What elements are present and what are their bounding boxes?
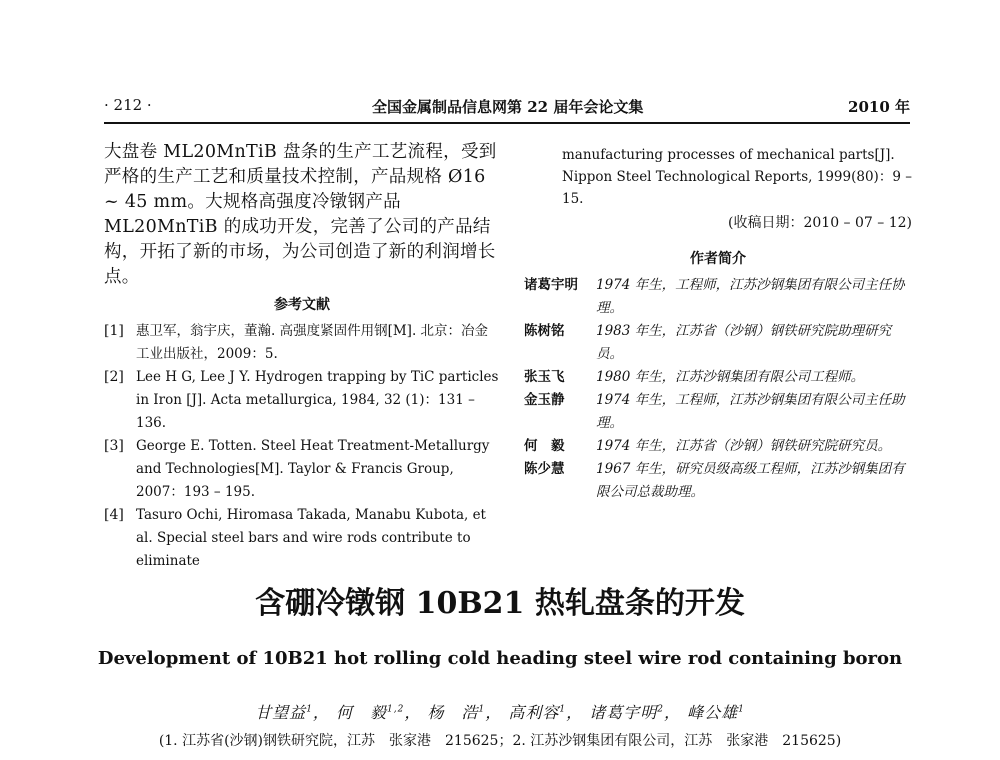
reference-number: [4] xyxy=(104,507,124,523)
reference-item xyxy=(104,435,500,504)
author-affil-mark: 1 xyxy=(306,704,313,715)
reference-continuation: manufacturing processes of mechanical parts[J]. Nippon Steel Technological Reports, 1999(80)：9 – 15. xyxy=(562,147,912,207)
reference-text: George E. Totten. Steel Heat Treatment-Metallurgy and Technologies[M]. Taylor & Francis Group, 2007：193 – 195. xyxy=(136,438,490,500)
left-column xyxy=(104,140,500,573)
author-affil-mark: 1 xyxy=(738,704,745,715)
bio-text: 1974 年生，工程师，江苏沙钢集团有限公司主任协理。 xyxy=(596,277,905,316)
reference-item xyxy=(104,320,500,366)
bio-text: 1980 年生，江苏沙钢集团有限公司工程师。 xyxy=(596,369,865,385)
author-name: 高利容 xyxy=(508,703,560,722)
references-heading: 参考文献 xyxy=(274,297,330,313)
bio-name: 张玉飞 xyxy=(524,369,565,385)
author-bio xyxy=(524,435,912,458)
body-paragraph: 大盘卷 ML20MnTiB 盘条的生产工艺流程，受到严格的生产工艺和质量技术控制，产品规格 Ø16 ~ 45 mm。大规格高强度冷镦钢产品 ML20MnTiB 的成功开发，完善了公司的产品结构，开拓了新的市场，为公司创造了新的利润增长点。 xyxy=(104,142,497,287)
bio-name: 陈少慧 xyxy=(524,461,565,477)
reference-item xyxy=(104,504,500,573)
author-bio xyxy=(524,366,912,389)
reference-text: 惠卫军，翁宇庆，董瀚. 高强度紧固件用钢[M]. 北京：冶金工业出版社，2009：5. xyxy=(136,323,489,362)
author-separator: ， xyxy=(312,703,330,722)
author-name: 杨 浩 xyxy=(427,703,479,722)
reference-item xyxy=(104,366,500,435)
author-name: 何 毅 xyxy=(336,703,388,722)
bio-name: 金玉静 xyxy=(524,392,565,408)
author-separator: ， xyxy=(663,703,681,722)
bio-name: 陈树铭 xyxy=(524,323,565,339)
right-column xyxy=(524,144,912,504)
bio-text: 1983 年生，江苏省（沙钢）钢铁研究院助理研究员。 xyxy=(596,323,892,362)
reference-text: Lee H G, Lee J Y. Hydrogen trapping by TiC particles in Iron [J]. Acta metallurgica, 1984, 32 (1)：131 – 136. xyxy=(136,369,499,431)
author-bio xyxy=(524,320,912,366)
author-bio xyxy=(524,458,912,504)
author-bio xyxy=(524,389,912,435)
author-line xyxy=(0,700,1000,723)
author-affil-mark: 1 xyxy=(559,704,567,715)
author-bio-list xyxy=(524,274,912,504)
received-date: (收稿日期：2010 – 07 – 12) xyxy=(728,215,912,231)
author-separator: ， xyxy=(566,703,584,722)
bio-text: 1974 年生，江苏省（沙钢）钢铁研究院研究员。 xyxy=(596,438,892,454)
bio-name: 何 毅 xyxy=(524,438,565,454)
reference-number: [2] xyxy=(104,369,124,385)
author-affil-mark: 1,2 xyxy=(387,704,405,715)
page-number: · 212 · xyxy=(104,96,152,114)
author-name: 甘望益 xyxy=(255,703,307,722)
bio-name: 诸葛宇明 xyxy=(524,277,578,293)
affiliation-line: (1. 江苏省(沙钢)钢铁研究院，江苏 张家港 215625；2. 江苏沙钢集团有限公司，江苏 张家港 215625) xyxy=(158,733,842,749)
author-intro-heading: 作者简介 xyxy=(690,251,746,267)
author-affil-mark: 2 xyxy=(657,704,664,715)
running-header xyxy=(104,96,910,124)
author-separator: ， xyxy=(485,703,503,722)
reference-text: Tasuro Ochi, Hiromasa Takada, Manabu Kubota, et al. Special steel bars and wire rods contribute to eliminate xyxy=(136,507,486,569)
header-year: 2010 年 xyxy=(848,98,910,116)
bio-text: 1974 年生，工程师，江苏沙钢集团有限公司主任助理。 xyxy=(596,392,905,431)
reference-number: [1] xyxy=(104,323,124,339)
author-name: 诸葛宇明 xyxy=(589,703,658,722)
article-title-en: Development of 10B21 hot rolling cold heading steel wire rod containing boron xyxy=(97,648,903,669)
author-bio xyxy=(524,274,912,320)
article-title-cn: 含硼冷镦钢 10B21 热轧盘条的开发 xyxy=(255,586,745,621)
bio-text: 1967 年生，研究员级高级工程师，江苏沙钢集团有限公司总裁助理。 xyxy=(596,461,905,500)
author-name: 峰公雄 xyxy=(687,703,739,722)
reference-number: [3] xyxy=(104,438,124,454)
author-affil-mark: 1 xyxy=(478,704,486,715)
proceedings-title: 全国金属制品信息网第 22 届年会论文集 xyxy=(372,98,644,116)
author-separator: ， xyxy=(404,703,422,722)
reference-list xyxy=(104,320,500,573)
